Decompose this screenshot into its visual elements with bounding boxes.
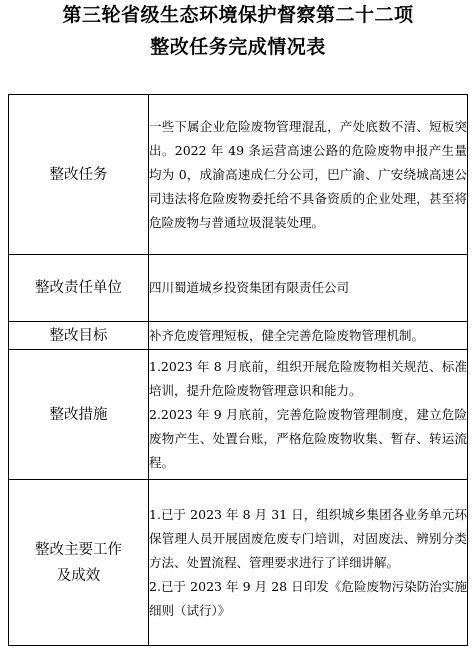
row-content-results	[149, 480, 468, 646]
row-content-measures	[149, 350, 468, 480]
document-title-line-1: 第三轮省级生态环境保护督察第二十二项	[62, 4, 414, 26]
measures-paragraph-1: 1.2023 年 8 月底前，组织开展危险废物相关规范、标准培训，提升危险废物管理意识和能力。	[149, 358, 467, 398]
row-content-goal	[149, 322, 468, 350]
task-paragraph: 一些下属企业危险废物管理混乱，产处底数不清、短板突出。2022 年 49 条运营高速公路的危险废物申报产生量均为 0，成渝高速成仁分公司，巴广渝、广安绕城高速公司违法将危险废物委托给不具备资质的企业处理，甚至将危险废物与普通垃圾混装处理。	[149, 118, 467, 230]
results-paragraph-2: 2.已于 2023 年 9 月 28 日印发《危险废物污染防治实施细则（试行）》	[149, 578, 467, 618]
row-content-task	[149, 95, 468, 255]
results-paragraph-1: 1.已于 2023 年 8 月 31 日，组织城乡集团各业务单元环保管理人员开展固废危废专门培训，对固废法、辨别分类方法、处置流程、管理要求进行了详细讲解。	[149, 506, 467, 570]
table-row-responsible-unit	[9, 255, 468, 322]
document-title-line-2: 整改任务完成情况表	[150, 36, 326, 58]
row-label-measures: 整改措施	[9, 350, 149, 480]
row-content-responsible-unit	[149, 255, 468, 322]
row-label-responsible-unit: 整改责任单位	[9, 255, 149, 322]
table-row-measures	[9, 350, 468, 480]
row-label-results-line-1: 整改主要工作	[35, 541, 122, 558]
row-label-results	[9, 480, 149, 646]
table-row-task	[9, 95, 468, 255]
responsible-unit-paragraph: 四川蜀道城乡投资集团有限责任公司	[149, 280, 350, 295]
rectification-table	[8, 94, 468, 646]
table-row-goal	[9, 322, 468, 350]
goal-paragraph: 补齐危废管理短板，健全完善危险废物管理机制。	[149, 327, 425, 343]
row-label-goal: 整改目标	[9, 322, 149, 350]
row-label-task: 整改任务	[9, 95, 149, 255]
measures-paragraph-2: 2.2023 年 9 月底前，完善危险废物管理制度，建立危险废物产生、处置台账，严格危险废物收集、暂存、转运流程。	[149, 406, 467, 470]
row-label-results-line-2: 及成效	[56, 567, 101, 584]
table-row-results	[9, 480, 468, 646]
